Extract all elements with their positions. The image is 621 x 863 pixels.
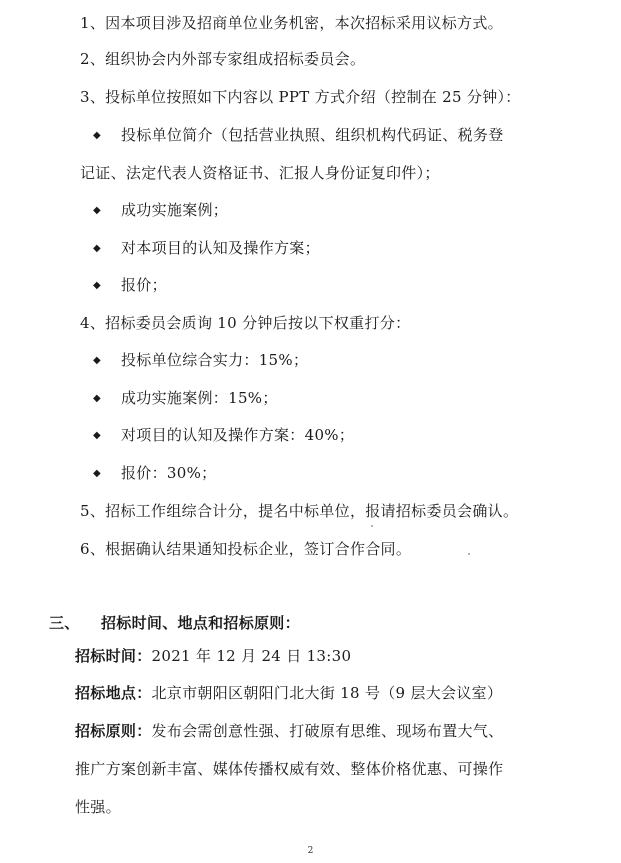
bid-place-value: 北京市朝阳区朝阳门北大街 18 号（9 层大会议室） (151, 684, 503, 702)
bullet-item (93, 350, 308, 371)
bullet-icon: ◆ (93, 393, 101, 404)
bullet-text-continuation: 记证、法定代表人资格证书、汇报人身份证复印件）； (80, 164, 440, 182)
bullet-icon: ◆ (93, 205, 101, 216)
bullet-item (93, 125, 504, 146)
bullet-text: 投标单位简介（包括营业执照、组织机构代码证、税务登 (121, 126, 504, 144)
list-item-3: 3、投标单位按照如下内容以 PPT 方式介绍（控制在 25 分钟）： (80, 88, 521, 106)
bid-principle-continuation: 性强。 (75, 798, 121, 816)
section-heading (49, 613, 300, 633)
bullet-icon: ◆ (93, 243, 101, 254)
bullet-icon: ◆ (93, 280, 101, 291)
scan-speck (371, 525, 373, 527)
section-number: 三、 (49, 614, 80, 632)
section-title: 招标时间、地点和招标原则： (101, 614, 300, 632)
bid-place-label: 招标地点： (75, 684, 152, 702)
bullet-item (93, 463, 216, 484)
list-item-1: 1、因本项目涉及招商单位业务机密，本次招标采用议标方式。 (80, 14, 503, 32)
bid-place (75, 683, 502, 703)
bid-time-value: 2021 年 12 月 24 日 13:30 (151, 647, 352, 665)
bullet-text: 对本项目的认知及操作方案； (121, 239, 320, 257)
bullet-item (93, 425, 354, 446)
bullet-icon: ◆ (93, 468, 101, 479)
bullet-icon: ◆ (93, 355, 101, 366)
bullet-text: 报价； (121, 276, 167, 294)
bullet-item (93, 275, 167, 296)
bullet-text: 投标单位综合实力：15%； (121, 351, 309, 369)
bid-principle-value: 发布会需创意性强、打破原有思维、现场布置大气、 (151, 722, 504, 740)
bullet-text: 报价：30%； (121, 464, 217, 482)
page-number: 2 (307, 846, 314, 856)
bullet-item (93, 388, 278, 409)
bullet-icon: ◆ (93, 130, 101, 141)
list-item-4: 4、招标委员会质询 10 分钟后按以下权重打分： (80, 314, 411, 332)
bullet-icon: ◆ (93, 430, 101, 441)
bullet-item (93, 238, 320, 259)
bullet-item (93, 200, 228, 221)
bid-principle-continuation: 推广方案创新丰富、媒体传播权威有效、整体价格优惠、可操作 (75, 760, 504, 778)
bid-time-label: 招标时间： (75, 647, 152, 665)
bullet-text: 对项目的认知及操作方案：40%； (121, 426, 355, 444)
bid-principle-label: 招标原则： (75, 722, 152, 740)
bullet-text: 成功实施案例； (121, 201, 229, 219)
list-item-6: 6、根据确认结果通知投标企业，签订合作合同。 (80, 540, 412, 558)
bid-time (75, 646, 351, 666)
list-item-5: 5、招标工作组综合计分，提名中标单位，报请招标委员会确认。 (80, 502, 519, 520)
bid-principle (75, 721, 503, 741)
bullet-text: 成功实施案例：15%； (121, 389, 278, 407)
list-item-2: 2、组织协会内外部专家组成招标委员会。 (80, 50, 366, 68)
scan-speck (468, 553, 470, 555)
